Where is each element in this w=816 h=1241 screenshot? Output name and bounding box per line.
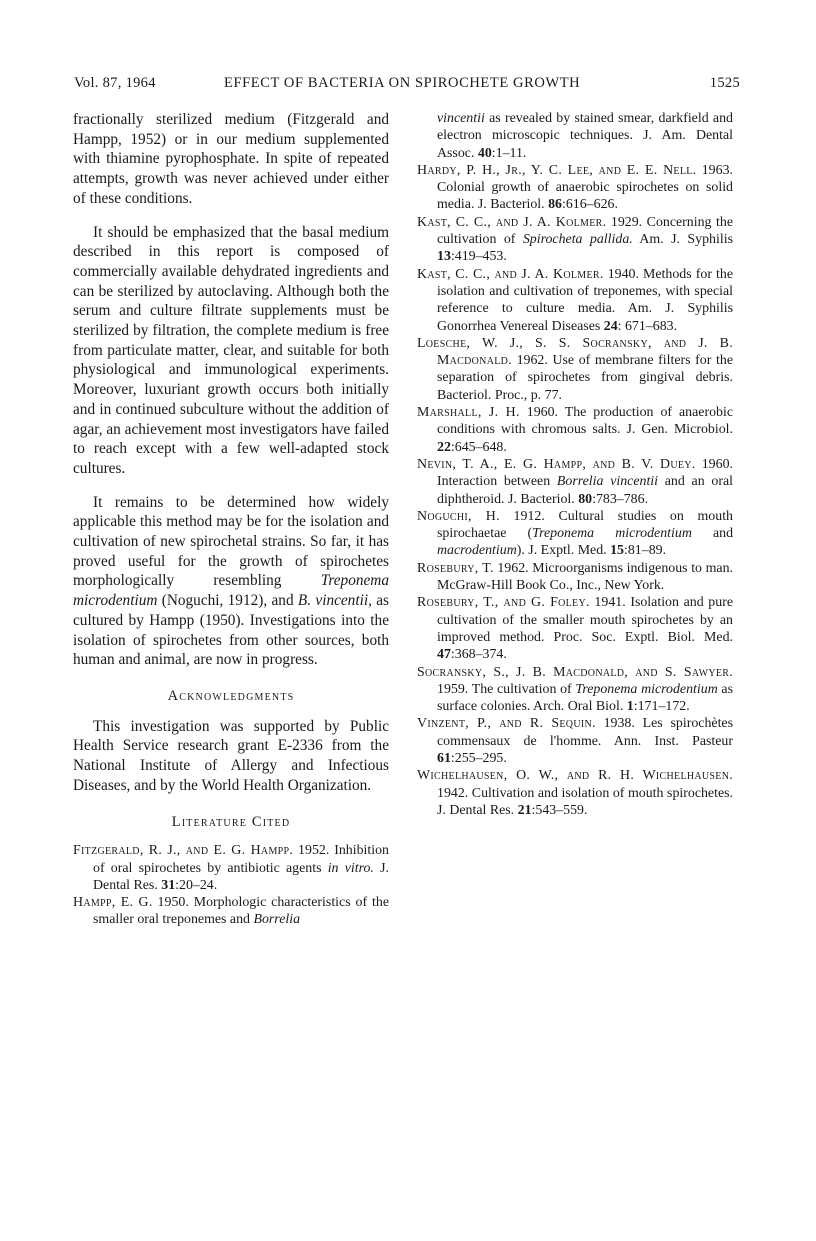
reference-hardy bbox=[417, 162, 733, 214]
header-volume: Vol. 87, 1964 bbox=[74, 75, 156, 91]
reference-rosebury-1941 bbox=[417, 594, 733, 663]
journal-volume: 40 bbox=[477, 145, 492, 161]
journal-volume: 31 bbox=[161, 877, 176, 893]
reference-nevin bbox=[417, 456, 733, 508]
reference-wichelhausen bbox=[417, 767, 733, 819]
species-name: Borrelia vincentii bbox=[556, 474, 659, 490]
journal-volume: 1 bbox=[626, 699, 634, 715]
reference-authors: Socransky, S., J. B. Macdonald, and S. Sawyer. bbox=[417, 664, 733, 680]
header-title: EFFECT OF BACTERIA ON SPIROCHETE GROWTH bbox=[224, 75, 581, 91]
text-run: 1929. Concerning the cultivation of bbox=[437, 214, 734, 248]
journal-volume: 86 bbox=[548, 197, 562, 213]
reference-noguchi bbox=[417, 508, 733, 560]
species-name: Treponema microdentium bbox=[73, 572, 389, 610]
journal-volume: 80 bbox=[578, 491, 593, 507]
text-run: 1960. Interaction between bbox=[437, 456, 733, 490]
paragraph-3 bbox=[73, 493, 389, 670]
journal-volume: 15 bbox=[610, 543, 624, 559]
reference-authors: Kast, C. C., and J. A. Kolmer. bbox=[417, 266, 604, 282]
text-run: 1942. Cultivation and isolation of mouth spirochetes. J. Dental Res. bbox=[437, 785, 733, 818]
reference-loesche bbox=[417, 335, 733, 404]
text-run: :20–24. bbox=[175, 877, 218, 893]
text-run: 1940. Methods for the isolation and cultivation of treponemes, with special reference to culture media. Am. J. Syphilis Gonorrhea Venereal Diseases bbox=[437, 266, 733, 334]
text-run: 1962. Microorganisms indigenous to man. McGraw-Hill Book Co., Inc., New York. bbox=[437, 560, 733, 594]
reference-authors: Fitzgerald, R. J., and E. G. Hampp. bbox=[73, 843, 294, 859]
text-run: 1950. Morphologic characteristics of the smaller oral treponemes and bbox=[93, 895, 389, 928]
species-name: Treponema microdentium bbox=[575, 681, 718, 697]
text-run: :368–374. bbox=[450, 647, 507, 663]
text-run: 1959. The cultivation of bbox=[437, 681, 576, 697]
reference-marshall bbox=[417, 404, 733, 456]
species-name: macrodentium bbox=[437, 543, 517, 559]
text-run: as revealed by stained smear, darkfield and electron microscopic techniques. J. Am. Dental Assoc. bbox=[437, 111, 733, 161]
right-column bbox=[417, 110, 733, 819]
reference-authors: Rosebury, T. bbox=[417, 560, 494, 576]
text-run: :255–295. bbox=[450, 750, 507, 766]
species-name: B. vincentii, bbox=[297, 592, 372, 610]
reference-authors: Rosebury, T., and G. Foley. bbox=[417, 595, 590, 611]
text-run: : 671–683. bbox=[617, 318, 678, 334]
reference-kast-1929 bbox=[417, 214, 733, 266]
text-run: 1941. Isolation and pure cultivation of the smaller mouth spirochetes by an improved method. Proc. Soc. Exptl. Biol. Med. bbox=[437, 595, 733, 645]
text-run: 1963. Colonial growth of anaerobic spirochetes on solid media. J. Bacteriol. bbox=[437, 162, 733, 213]
text-run: and an oral diphtheroid. J. Bacteriol. bbox=[437, 474, 733, 507]
species-name: Spirocheta pallida. bbox=[522, 232, 633, 248]
reference-authors: Hardy, P. H., Jr., Y. C. Lee, and E. E. Nell. bbox=[417, 162, 697, 178]
text-run: :81–89. bbox=[624, 543, 667, 559]
reference-hampp bbox=[73, 894, 389, 929]
text-run: as cultured by Hampp (1950). Investigations into the isolation of spirochetes from other sources, both human and animal, are now in progress. bbox=[73, 592, 389, 669]
text-run: as surface colonies. Arch. Oral Biol. bbox=[437, 681, 734, 715]
acknowledgments-heading: Acknowledgments bbox=[167, 687, 295, 704]
journal-volume: 22 bbox=[437, 439, 451, 455]
text-run: Am. J. Syphilis bbox=[632, 232, 733, 248]
species-name: Treponema microdentium bbox=[532, 526, 692, 542]
journal-volume: 13 bbox=[437, 249, 451, 265]
reference-fitzgerald bbox=[73, 842, 389, 894]
text-run: :616–626. bbox=[561, 197, 618, 213]
reference-authors: Marshall, J. H. bbox=[417, 405, 520, 421]
species-name: Borrelia bbox=[253, 912, 301, 928]
reference-kast-1940 bbox=[417, 266, 733, 335]
reference-authors: Hampp, E. G. bbox=[73, 895, 153, 911]
text-run: :419–453. bbox=[450, 249, 507, 265]
text-run: 1962. Use of membrane filters for the separation of spirochetes from gingival debris. Bacteriol. Proc., p. 77. bbox=[437, 353, 733, 403]
text-run: :1–11. bbox=[491, 145, 527, 161]
running-header bbox=[74, 75, 740, 97]
journal-volume: 24 bbox=[603, 318, 618, 334]
paragraph-2: It should be emphasized that the basal medium described in this report is composed of commercially available dehydrated ingredients and can be sterilized by autoclaving. Although both the serum and culture filtrate supplements must be sterilized by filtration, the complete medium is free from particulate matter, clear, and suitable for both physiological and immunological experiments. Moreover, luxuriant growth occurs both initially and in continued subculture without the addition of agar, an achievement most investigators have failed to reach except with a few well-adapted stock cultures. bbox=[73, 223, 389, 477]
journal-volume: 61 bbox=[437, 750, 451, 766]
text-run: (Noguchi, 1912), and bbox=[157, 592, 298, 610]
text-run: :543–559. bbox=[531, 802, 588, 818]
text-run: It remains to be determined how widely applicable this method may be for the isolation and cultivation of new spirochetal strains. So far, it has proved useful for the growth of spirochetes morphologically resembling bbox=[73, 493, 389, 590]
left-column bbox=[73, 110, 389, 929]
reference-vinzent bbox=[417, 715, 733, 767]
reference-rosebury-1962 bbox=[417, 560, 733, 595]
reference-authors: Wichelhausen, O. W., and R. H. Wichelhausen. bbox=[417, 768, 733, 784]
text-run: 1912. Cultural studies on mouth spirochaetae ( bbox=[437, 508, 733, 542]
journal-volume: 21 bbox=[517, 802, 532, 818]
text-run: :171–172. bbox=[633, 699, 690, 715]
reference-authors: Vinzent, P., and R. Sequin. bbox=[417, 716, 596, 732]
text-run: 1938. Les spirochètes commensaux de l'homme. Ann. Inst. Pasteur bbox=[437, 716, 734, 749]
text-run: J. Dental Res. bbox=[93, 860, 389, 893]
text-run: :783–786. bbox=[592, 491, 649, 507]
text-run: :645–648. bbox=[450, 439, 507, 455]
page-number: 1525 bbox=[709, 75, 740, 91]
text-run: ). J. Exptl. Med. bbox=[516, 543, 611, 559]
reference-authors: Kast, C. C., and J. A. Kolmer. bbox=[417, 214, 607, 230]
italic-run: in vitro. bbox=[327, 860, 374, 876]
text-run: 1960. The production of anaerobic conditions with chromous salts. J. Gen. Microbiol. bbox=[437, 405, 733, 438]
reference-authors: Nevin, T. A., E. G. Hampp, and B. V. Duey. bbox=[417, 456, 696, 472]
text-run: and bbox=[691, 526, 734, 542]
reference-socransky bbox=[417, 664, 733, 716]
reference-hampp-continued bbox=[417, 110, 733, 162]
acknowledgments-text: This investigation was supported by Public Health Service research grant E-2336 from the National Institute of Allergy and Infectious Diseases, and by the World Health Organization. bbox=[73, 717, 389, 794]
journal-volume: 47 bbox=[437, 647, 451, 663]
species-name: vincentii bbox=[437, 111, 485, 126]
text-run: 1952. Inhibition of oral spirochetes by antibiotic agents bbox=[93, 843, 389, 876]
reference-authors: Loesche, W. J., S. S. Socransky, and J. B. Macdonald. bbox=[417, 335, 733, 369]
literature-heading: Literature Cited bbox=[171, 813, 291, 830]
reference-authors: Noguchi, H. bbox=[417, 508, 500, 524]
paragraph-1: fractionally sterilized medium (Fitzgerald and Hampp, 1952) or in our medium supplemented with thiamine pyrophosphate. In spite of repeated attempts, growth was never achieved under either of these conditions. bbox=[73, 111, 389, 207]
